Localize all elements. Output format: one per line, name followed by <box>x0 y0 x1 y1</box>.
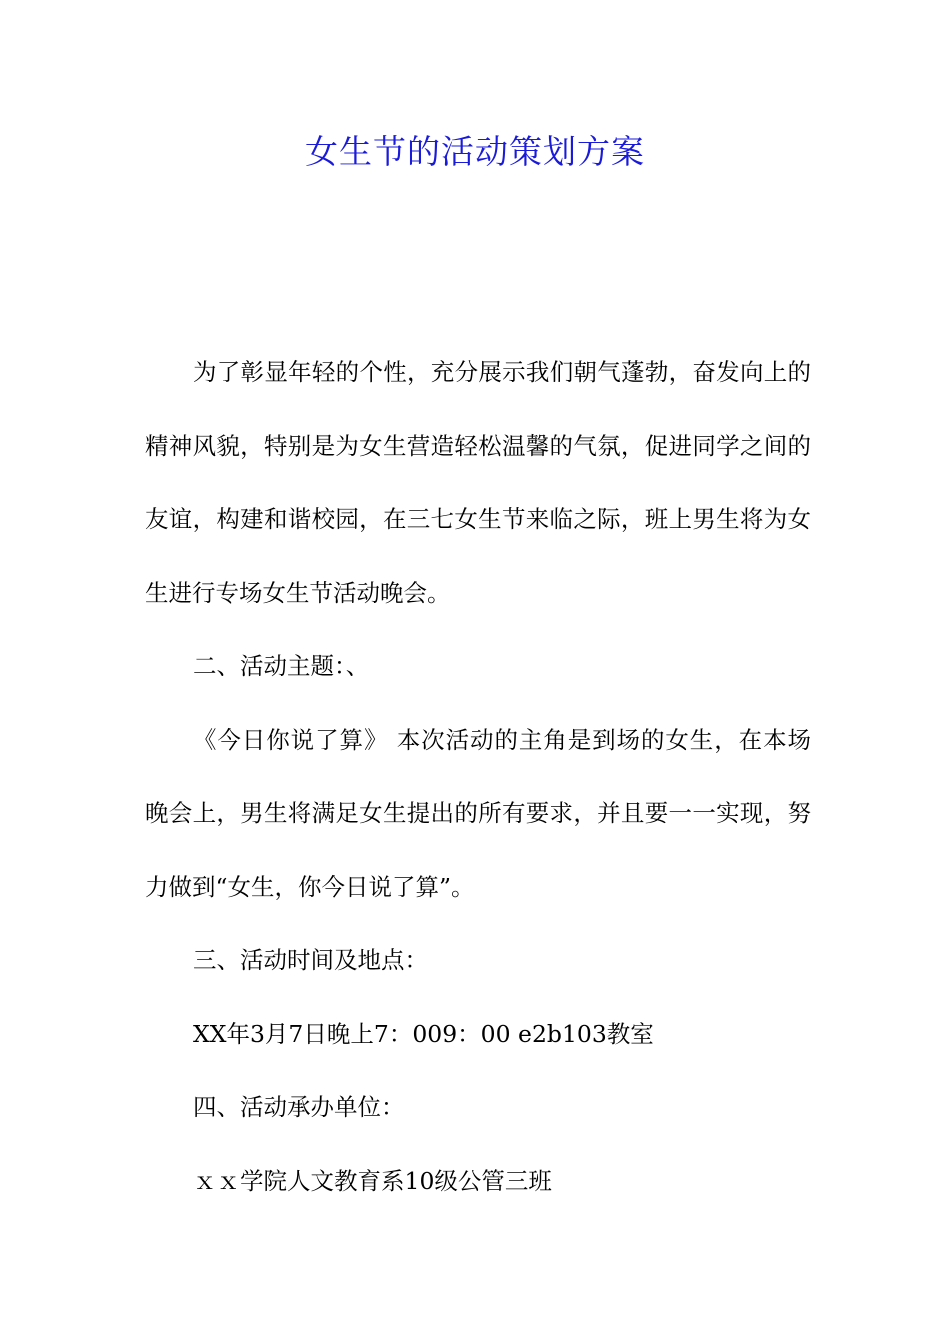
time-place-paragraph: XX年3月7日晚上7：009：00 e2b103教室 <box>193 1019 654 1048</box>
theme-paragraph: 《今日你说了算》 本次活动的主角是到场的女生，在本场晚会上，男生将满足女生提出的所有要求，并且要一一实现，努力做到“女生，你今日说了算”。 <box>145 725 811 901</box>
intro-paragraph: 为了彰显年轻的个性，充分展示我们朝气蓬勃，奋发向上的精神风貌，特别是为女生营造轻松温馨的气氛，促进同学之间的友谊，构建和谐校园，在三七女生节来临之际，班上男生将为女生进行专场女生节活动晚会。 <box>145 358 811 607</box>
organizer-paragraph: ｘｘ学院人文教育系10级公管三班 <box>193 1166 552 1195</box>
document-body <box>145 336 811 1218</box>
section-heading-time-place: 三、活动时间及地点： <box>193 946 428 974</box>
document-title: 女生节的活动策划方案 <box>305 132 645 171</box>
section-heading-organizer: 四、活动承办单位： <box>193 1093 405 1121</box>
section-heading-theme: 二、活动主题：、 <box>193 652 370 680</box>
